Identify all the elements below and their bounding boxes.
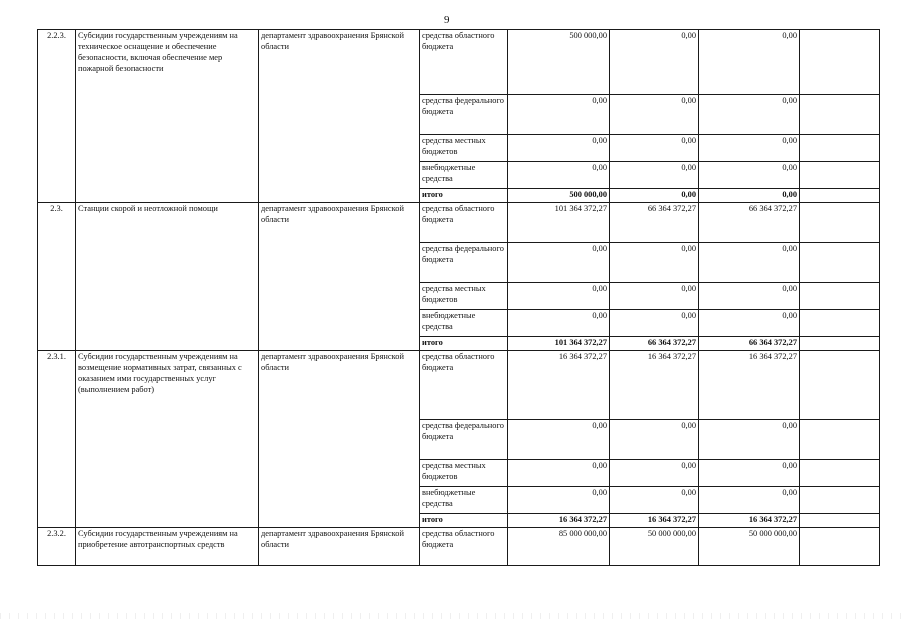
amount-col-1: 16 364 372,27 — [508, 513, 610, 527]
item-executor: департамент здравоохранения Брянской области — [259, 30, 420, 203]
blank-cell — [800, 309, 880, 336]
blank-cell — [800, 350, 880, 419]
amount-col-1: 0,00 — [508, 309, 610, 336]
amount-col-1: 101 364 372,27 — [508, 202, 610, 242]
blank-cell — [800, 527, 880, 565]
amount-col-1: 0,00 — [508, 162, 610, 189]
amount-col-3: 0,00 — [699, 95, 800, 135]
blank-cell — [800, 486, 880, 513]
amount-col-1: 500 000,00 — [508, 189, 610, 203]
funding-source: средства местных бюджетов — [420, 135, 508, 162]
funding-source: средства федерального бюджета — [420, 419, 508, 459]
blank-cell — [800, 95, 880, 135]
blank-cell — [800, 419, 880, 459]
page-number: 9 — [444, 14, 450, 26]
funding-source: средства областного бюджета — [420, 527, 508, 565]
funding-source: внебюджетные средства — [420, 486, 508, 513]
amount-col-2: 0,00 — [610, 95, 699, 135]
funding-source: средства местных бюджетов — [420, 282, 508, 309]
amount-col-2: 66 364 372,27 — [610, 202, 699, 242]
amount-col-2: 0,00 — [610, 162, 699, 189]
amount-col-1: 0,00 — [508, 95, 610, 135]
amount-col-3: 0,00 — [699, 162, 800, 189]
item-code: 2.3. — [38, 202, 76, 350]
amount-col-3: 0,00 — [699, 242, 800, 282]
funding-source: средства местных бюджетов — [420, 459, 508, 486]
item-name: Субсидии государственным учреждениям на техническое оснащение и обеспечение безопасности, включая обеспечение мер пожарной безопасности — [76, 30, 259, 203]
amount-col-1: 500 000,00 — [508, 30, 610, 95]
funding-source: итого — [420, 336, 508, 350]
item-code: 2.2.3. — [38, 30, 76, 203]
amount-col-2: 66 364 372,27 — [610, 336, 699, 350]
blank-cell — [800, 135, 880, 162]
blank-cell — [800, 513, 880, 527]
amount-col-2: 0,00 — [610, 486, 699, 513]
blank-cell — [800, 162, 880, 189]
funding-source: средства областного бюджета — [420, 202, 508, 242]
funding-source: внебюджетные средства — [420, 162, 508, 189]
amount-col-1: 0,00 — [508, 282, 610, 309]
table-row — [38, 30, 880, 95]
blank-cell — [800, 282, 880, 309]
amount-col-1: 101 364 372,27 — [508, 336, 610, 350]
blank-cell — [800, 202, 880, 242]
funding-source: итого — [420, 513, 508, 527]
funding-source: средства федерального бюджета — [420, 242, 508, 282]
blank-cell — [800, 242, 880, 282]
amount-col-3: 16 364 372,27 — [699, 513, 800, 527]
amount-col-2: 0,00 — [610, 282, 699, 309]
budget-table — [37, 29, 880, 566]
amount-col-2: 16 364 372,27 — [610, 350, 699, 419]
table-row — [38, 202, 880, 242]
item-name: Станции скорой и неотложной помощи — [76, 202, 259, 350]
amount-col-2: 0,00 — [610, 459, 699, 486]
funding-source: внебюджетные средства — [420, 309, 508, 336]
amount-col-2: 16 364 372,27 — [610, 513, 699, 527]
item-executor: департамент здравоохранения Брянской области — [259, 202, 420, 350]
item-name: Субсидии государственным учреждениям на приобретение автотранспортных средств — [76, 527, 259, 565]
item-executor: департамент здравоохранения Брянской области — [259, 350, 420, 527]
amount-col-2: 0,00 — [610, 242, 699, 282]
funding-source: средства федерального бюджета — [420, 95, 508, 135]
amount-col-1: 85 000 000,00 — [508, 527, 610, 565]
item-executor: департамент здравоохранения Брянской области — [259, 527, 420, 565]
scan-artifact — [0, 613, 905, 619]
blank-cell — [800, 189, 880, 203]
funding-source: средства областного бюджета — [420, 350, 508, 419]
table-row — [38, 527, 880, 565]
amount-col-3: 0,00 — [699, 30, 800, 95]
funding-source: средства областного бюджета — [420, 30, 508, 95]
amount-col-2: 0,00 — [610, 135, 699, 162]
amount-col-1: 0,00 — [508, 459, 610, 486]
amount-col-3: 0,00 — [699, 282, 800, 309]
amount-col-3: 0,00 — [699, 135, 800, 162]
amount-col-2: 0,00 — [610, 309, 699, 336]
amount-col-1: 0,00 — [508, 486, 610, 513]
amount-col-1: 16 364 372,27 — [508, 350, 610, 419]
amount-col-3: 0,00 — [699, 419, 800, 459]
amount-col-3: 0,00 — [699, 309, 800, 336]
blank-cell — [800, 459, 880, 486]
amount-col-3: 0,00 — [699, 486, 800, 513]
amount-col-3: 66 364 372,27 — [699, 202, 800, 242]
amount-col-1: 0,00 — [508, 419, 610, 459]
amount-col-2: 0,00 — [610, 30, 699, 95]
amount-col-3: 50 000 000,00 — [699, 527, 800, 565]
amount-col-2: 0,00 — [610, 189, 699, 203]
amount-col-3: 66 364 372,27 — [699, 336, 800, 350]
amount-col-2: 0,00 — [610, 419, 699, 459]
blank-cell — [800, 336, 880, 350]
blank-cell — [800, 30, 880, 95]
amount-col-3: 0,00 — [699, 189, 800, 203]
amount-col-1: 0,00 — [508, 135, 610, 162]
item-code: 2.3.2. — [38, 527, 76, 565]
funding-source: итого — [420, 189, 508, 203]
item-code: 2.3.1. — [38, 350, 76, 527]
amount-col-3: 0,00 — [699, 459, 800, 486]
amount-col-1: 0,00 — [508, 242, 610, 282]
item-name: Субсидии государственным учреждениям на возмещение нормативных затрат, связанных с оказанием ими государственных услуг (выполнением работ) — [76, 350, 259, 527]
amount-col-3: 16 364 372,27 — [699, 350, 800, 419]
amount-col-2: 50 000 000,00 — [610, 527, 699, 565]
table-row — [38, 350, 880, 419]
